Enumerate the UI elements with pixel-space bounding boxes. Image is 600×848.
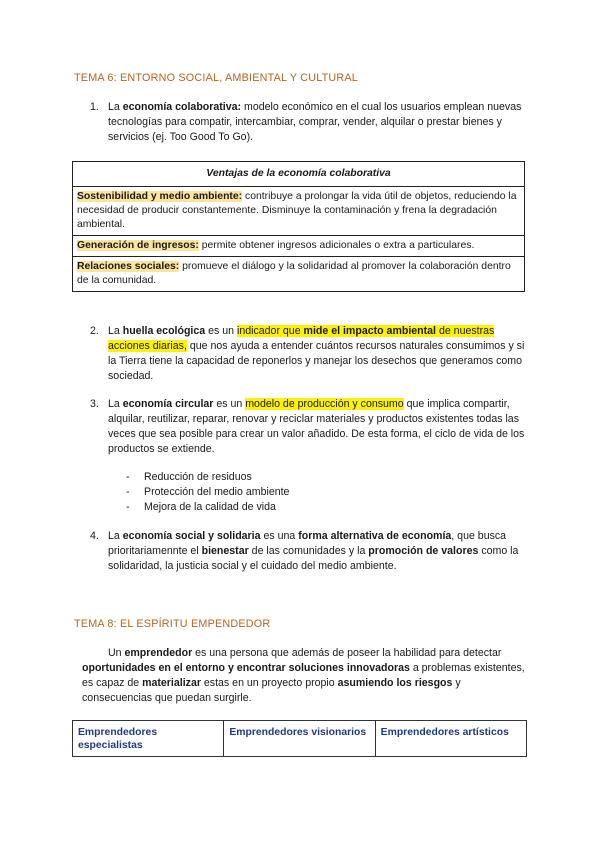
table-row (73, 257, 525, 292)
term: materializar (142, 677, 201, 689)
emprendedor-paragraph (82, 646, 530, 706)
row-term: Generación de ingresos: (77, 240, 199, 251)
list-item-economia-colaborativa (90, 100, 530, 145)
text-run: y consecuencias que puedan surgirle. (82, 677, 461, 704)
text-run: La (108, 530, 123, 542)
list-item-economia-social (90, 529, 530, 574)
list-item: - Reducción de residuos (126, 470, 289, 485)
highlight: indicador que (236, 325, 304, 337)
term: forma alternativa de economía (298, 530, 452, 542)
text-run: es una persona que además de poseer la habilidad para detectar (192, 647, 502, 659)
entrepreneur-types-table (72, 720, 527, 757)
list-number: 1. (90, 101, 99, 113)
tema8-title: TEMA 8: EL ESPÍRITU EMPENDEDOR (74, 618, 271, 630)
text-run: es un (213, 398, 246, 410)
item-text (108, 100, 530, 145)
list-number: 2. (90, 325, 99, 337)
row-text: promueve el diálogo y la solidaridad al promover la colaboración dentro de la comunidad. (77, 261, 511, 286)
table-row (73, 236, 525, 257)
item-text (108, 324, 530, 384)
table-row (73, 187, 525, 236)
row-text: permite obtener ingresos adicionales o extra a particulares. (198, 240, 475, 251)
table-cell: Emprendedores especialistas (73, 721, 224, 757)
term: promoción de valores (368, 545, 479, 557)
table-cell: Emprendedores artísticos (375, 721, 526, 757)
term: asumiendo los riesgos (337, 677, 453, 689)
text-run: modelo económico en el cual los usuarios emplean nuevas tecnologías para compatir, intercambiar, comprar, vender, alquilar o prestar bienes y servicios (ej. Too Good To Go). (108, 101, 522, 143)
highlight: modelo de producción y consumo (245, 398, 404, 410)
list-item-huella-ecologica (90, 324, 530, 384)
highlight-bold: mide el impacto ambiental (303, 325, 437, 337)
term: bienestar (201, 545, 249, 557)
text-run: Un (108, 647, 125, 659)
table-cell: Emprendedores visionarios (224, 721, 375, 757)
text-run: como la solidaridad, la justicia social y el cuidado del medio ambiente. (108, 545, 519, 572)
text-run: es una (260, 530, 299, 542)
text-run: que implica compartir, alquilar, reutilizar, reparar, renovar y reciclar materiales y productos existentes todas las veces que sea posible para crear un valor añadido. De esta forma, el ciclo de vida de los productos se extiende. (108, 398, 525, 455)
list-number: 3. (90, 398, 99, 410)
text-run: que nos ayuda a entender cuántos recursos naturales consumimos y si la Tierra tiene la capacidad de reponerlos y manejar los desechos que generamos como sociedad. (108, 340, 525, 382)
text-run: La (108, 101, 123, 113)
text-run: , que busca prioritariamennte el (108, 530, 507, 557)
row-text: contribuye a prolongar la vida útil de objetos, reduciendo la necesidad de producir constantemente. Disminuye la contaminación y frena la degradación ambiental. (77, 191, 517, 230)
term: economía social y solidaria (122, 530, 261, 542)
list-item-economia-circular (90, 397, 530, 457)
text-run: a problemas existentes, es capaz de (82, 662, 525, 689)
text-run: es un (205, 325, 237, 337)
highlight: de nuestras acciones diarias, (108, 325, 495, 352)
item-text (108, 529, 530, 574)
list-number: 4. (90, 530, 99, 542)
row-term: Sostenibilidad y medio ambiente: (77, 191, 243, 202)
tema6-title: TEMA 6: ENTORNO SOCIAL, AMBIENTAL Y CULTURAL (74, 72, 358, 84)
term: economía colaborativa: (122, 101, 242, 113)
term: emprendedor (124, 647, 193, 659)
bullet-list (126, 470, 289, 515)
text-run: estas en un proyecto propio (200, 677, 338, 689)
row-term: Relaciones sociales: (77, 261, 180, 272)
text-run: La (108, 325, 123, 337)
term: oportunidades en el entorno y encontrar soluciones innovadoras (82, 662, 410, 674)
list-item: - Protección del medio ambiente (126, 485, 289, 500)
text-run: de las comunidades y la (248, 545, 369, 557)
text-run: La (108, 398, 123, 410)
table-header: Ventajas de la economía colaborativa (73, 162, 525, 187)
term: huella ecológica (122, 325, 206, 337)
item-text (108, 397, 530, 457)
term: economía circular (122, 398, 214, 410)
advantages-table (72, 161, 525, 292)
list-item: - Mejora de la calidad de vida (126, 500, 289, 515)
